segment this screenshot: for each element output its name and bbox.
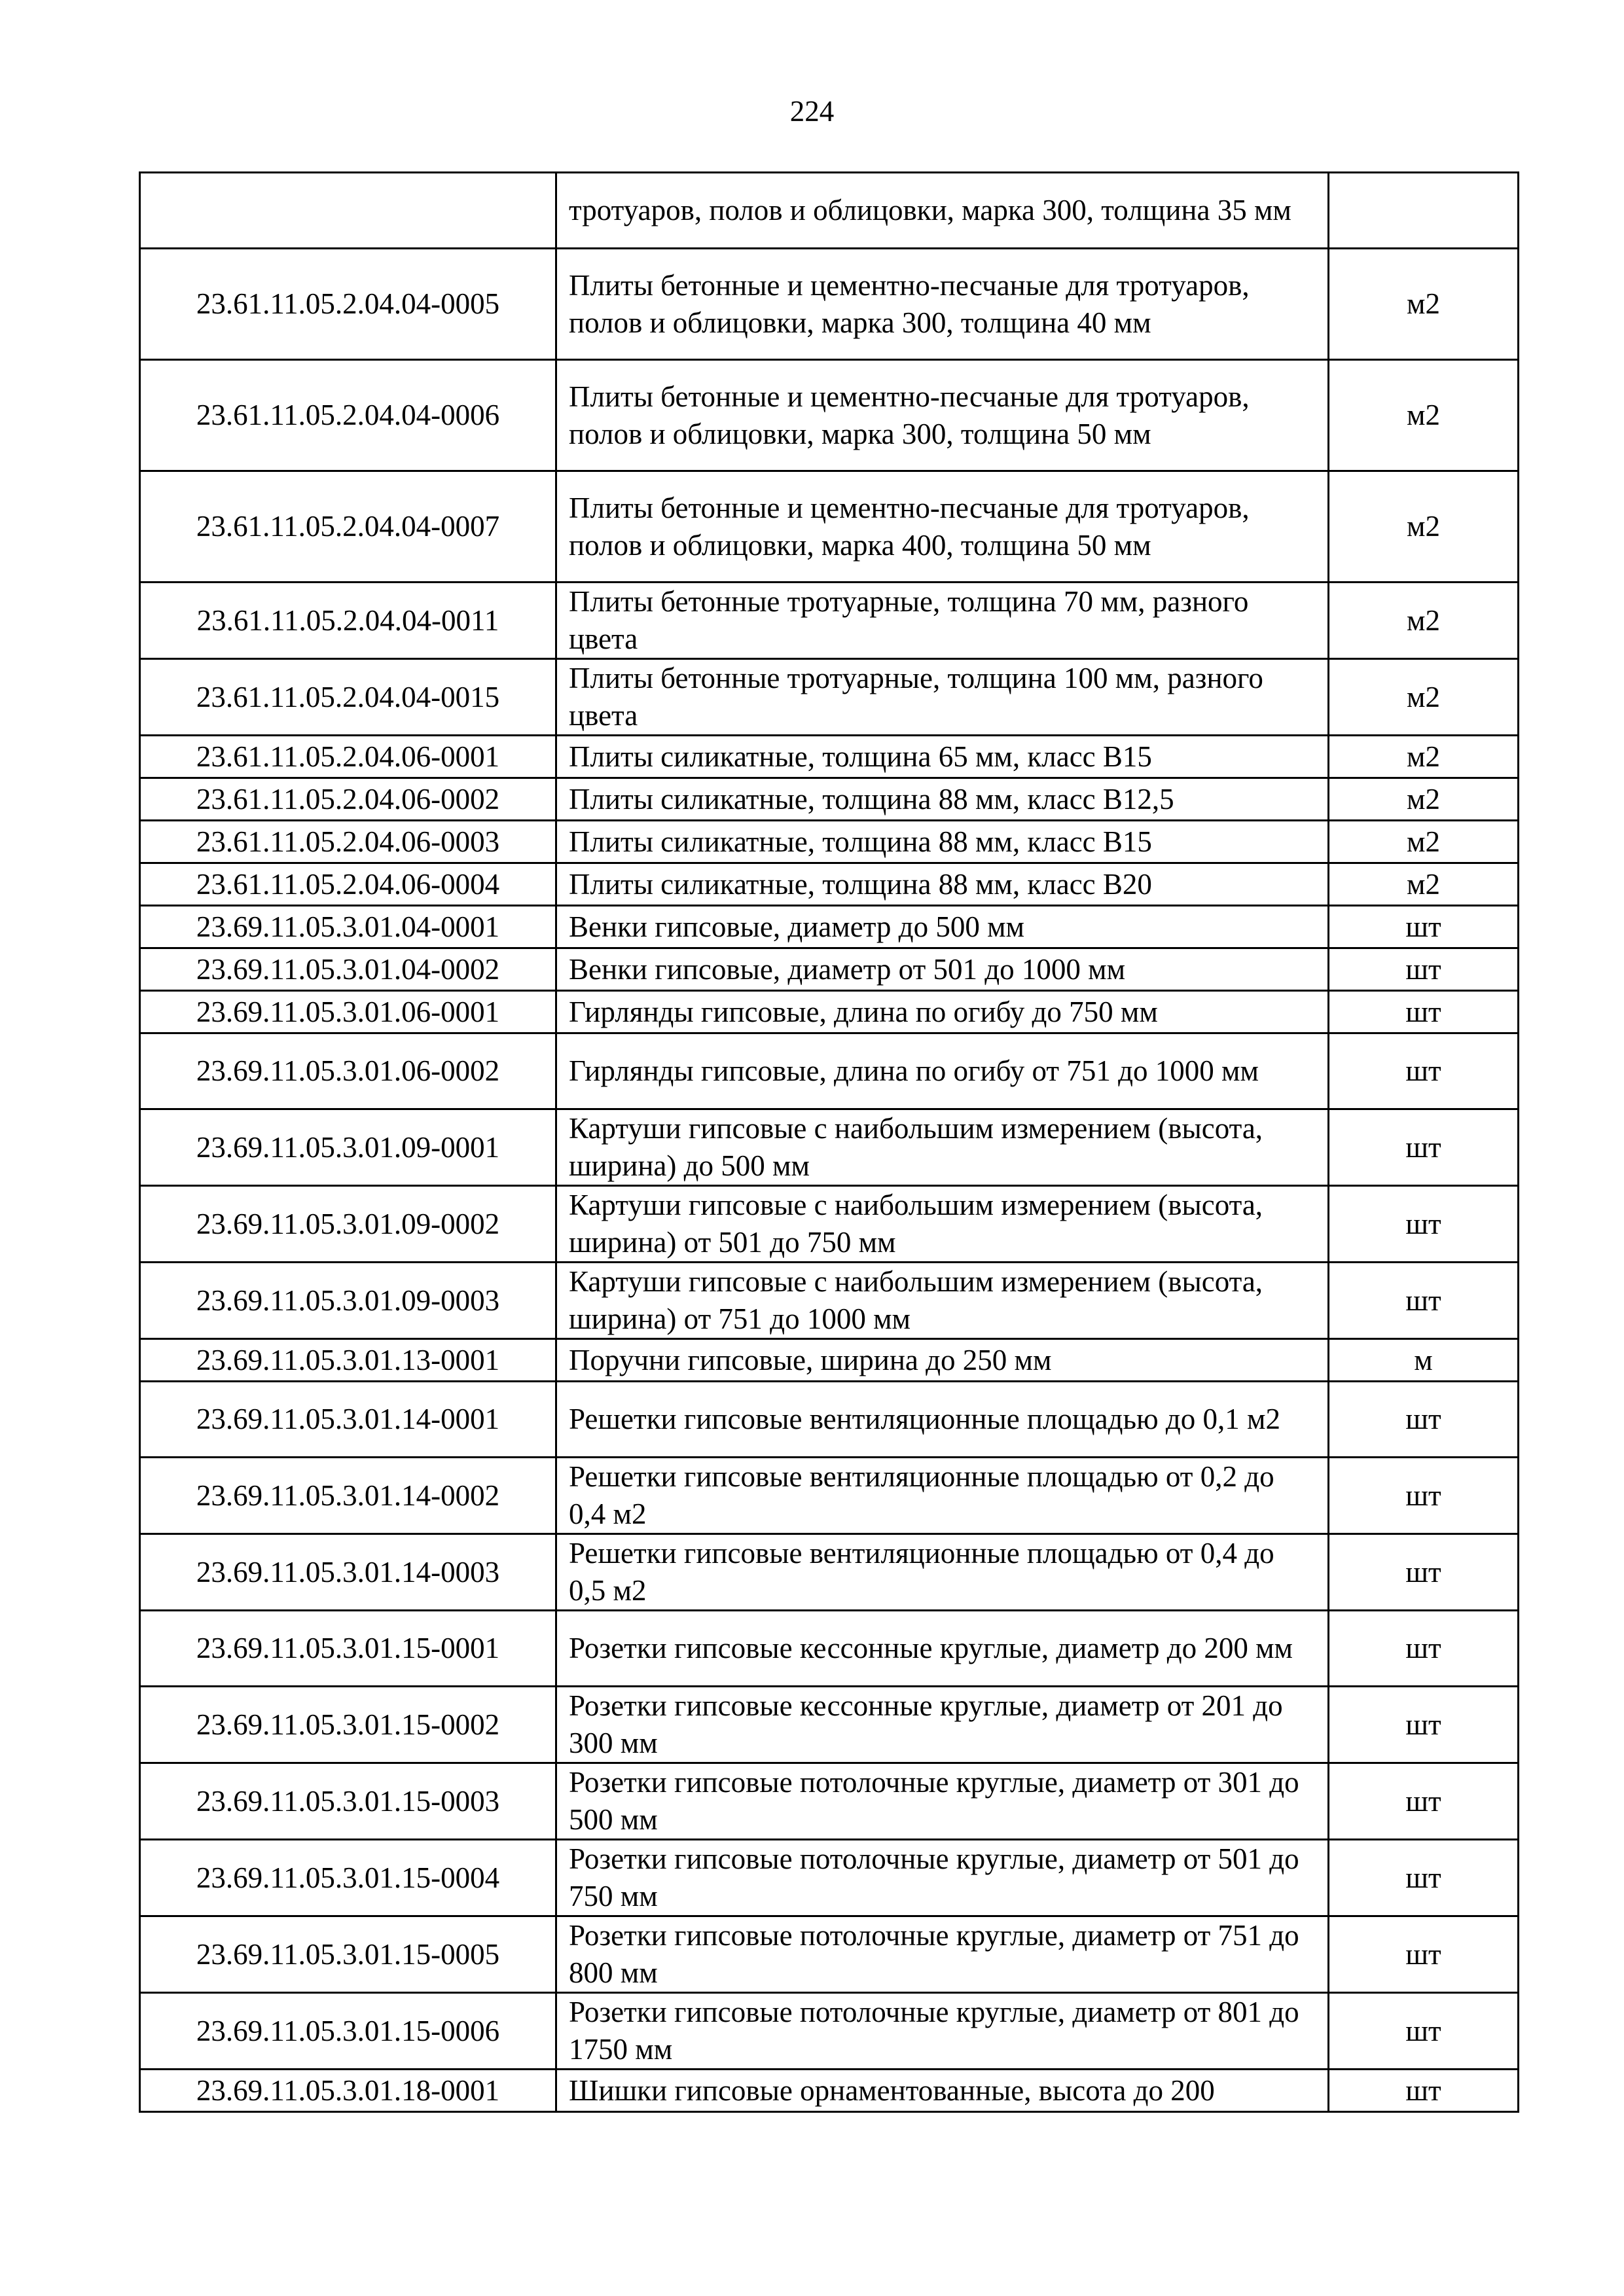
resource-code: 23.69.11.05.3.01.04-0002: [140, 948, 556, 991]
resource-code: 23.61.11.05.2.04.04-0005: [140, 249, 556, 360]
resource-code: [140, 173, 556, 249]
table-row: [140, 1687, 1519, 1763]
resource-code: 23.61.11.05.2.04.04-0015: [140, 659, 556, 736]
resource-name: Плиты бетонные тротуарные, толщина 100 мм, разного цвета: [556, 659, 1329, 736]
resource-name: Решетки гипсовые вентиляционные площадью от 0,4 до 0,5 м2: [556, 1534, 1329, 1611]
resource-name: Решетки гипсовые вентиляционные площадью от 0,2 до 0,4 м2: [556, 1458, 1329, 1534]
resource-name: Плиты силикатные, толщина 65 мм, класс В15: [556, 736, 1329, 778]
table-row: [140, 991, 1519, 1033]
table-row: [140, 249, 1519, 360]
table-row: [140, 1109, 1519, 1186]
table-row: [140, 471, 1519, 583]
resource-name: Гирлянды гипсовые, длина по огибу до 750 мм: [556, 991, 1329, 1033]
unit-of-measure: шт: [1329, 1109, 1519, 1186]
resource-code: 23.69.11.05.3.01.18-0001: [140, 2070, 556, 2112]
resource-name: Розетки гипсовые кессонные круглые, диаметр от 201 до 300 мм: [556, 1687, 1329, 1763]
table-row: [140, 1534, 1519, 1611]
resource-name: Венки гипсовые, диаметр от 501 до 1000 мм: [556, 948, 1329, 991]
table-row: [140, 583, 1519, 659]
resource-code: 23.69.11.05.3.01.15-0001: [140, 1611, 556, 1687]
resource-name: Розетки гипсовые потолочные круглые, диаметр от 501 до 750 мм: [556, 1840, 1329, 1916]
resource-code: 23.69.11.05.3.01.15-0004: [140, 1840, 556, 1916]
resource-name: Розетки гипсовые кессонные круглые, диаметр до 200 мм: [556, 1611, 1329, 1687]
resource-code: 23.69.11.05.3.01.14-0001: [140, 1382, 556, 1458]
resource-code: 23.69.11.05.3.01.15-0003: [140, 1763, 556, 1840]
unit-of-measure: шт: [1329, 1382, 1519, 1458]
resource-name: Венки гипсовые, диаметр до 500 мм: [556, 906, 1329, 948]
table-row: [140, 360, 1519, 471]
resource-code: 23.69.11.05.3.01.14-0002: [140, 1458, 556, 1534]
table-row: [140, 863, 1519, 906]
resource-code: 23.61.11.05.2.04.04-0007: [140, 471, 556, 583]
unit-of-measure: шт: [1329, 1916, 1519, 1993]
table-row: [140, 1840, 1519, 1916]
resource-name: Розетки гипсовые потолочные круглые, диаметр от 801 до 1750 мм: [556, 1993, 1329, 2070]
resource-name: тротуаров, полов и облицовки, марка 300, толщина 35 мм: [556, 173, 1329, 249]
unit-of-measure: шт: [1329, 1611, 1519, 1687]
resource-name: Решетки гипсовые вентиляционные площадью до 0,1 м2: [556, 1382, 1329, 1458]
table-row: [140, 821, 1519, 863]
unit-of-measure: м2: [1329, 471, 1519, 583]
table-row: [140, 173, 1519, 249]
resource-code: 23.69.11.05.3.01.09-0002: [140, 1186, 556, 1263]
resource-name: Плиты силикатные, толщина 88 мм, класс В15: [556, 821, 1329, 863]
unit-of-measure: шт: [1329, 906, 1519, 948]
resource-code: 23.69.11.05.3.01.15-0005: [140, 1916, 556, 1993]
resource-code: 23.61.11.05.2.04.06-0003: [140, 821, 556, 863]
resource-name: Плиты силикатные, толщина 88 мм, класс В12,5: [556, 778, 1329, 821]
table-row: [140, 1263, 1519, 1339]
resource-code: 23.61.11.05.2.04.04-0006: [140, 360, 556, 471]
table-row: [140, 736, 1519, 778]
unit-of-measure: м2: [1329, 659, 1519, 736]
resource-code: 23.69.11.05.3.01.13-0001: [140, 1339, 556, 1382]
resource-name: Плиты бетонные и цементно-песчаные для тротуаров, полов и облицовки, марка 400, толщина 50 мм: [556, 471, 1329, 583]
unit-of-measure: м: [1329, 1339, 1519, 1382]
unit-of-measure: м2: [1329, 821, 1519, 863]
unit-of-measure: м2: [1329, 360, 1519, 471]
unit-of-measure: шт: [1329, 1687, 1519, 1763]
resource-code: 23.69.11.05.3.01.06-0002: [140, 1033, 556, 1109]
unit-of-measure: шт: [1329, 1993, 1519, 2070]
table-row: [140, 906, 1519, 948]
table-row: [140, 1186, 1519, 1263]
table-row: [140, 948, 1519, 991]
unit-of-measure: м2: [1329, 583, 1519, 659]
table-row: [140, 1916, 1519, 1993]
table-row: [140, 1033, 1519, 1109]
table-row: [140, 659, 1519, 736]
unit-of-measure: шт: [1329, 1534, 1519, 1611]
unit-of-measure: м2: [1329, 249, 1519, 360]
resource-name: Плиты бетонные и цементно-песчаные для тротуаров, полов и облицовки, марка 300, толщина 40 мм: [556, 249, 1329, 360]
resource-code: 23.69.11.05.3.01.09-0001: [140, 1109, 556, 1186]
unit-of-measure: шт: [1329, 1840, 1519, 1916]
table-body: [140, 173, 1519, 2112]
table-row: [140, 1993, 1519, 2070]
unit-of-measure: шт: [1329, 1458, 1519, 1534]
resource-name: Картуши гипсовые с наибольшим измерением (высота, ширина) от 501 до 750 мм: [556, 1186, 1329, 1263]
resource-code: 23.69.11.05.3.01.06-0001: [140, 991, 556, 1033]
resource-code: 23.61.11.05.2.04.06-0001: [140, 736, 556, 778]
resource-name: Розетки гипсовые потолочные круглые, диаметр от 751 до 800 мм: [556, 1916, 1329, 1993]
unit-of-measure: шт: [1329, 991, 1519, 1033]
page-number: 224: [789, 95, 835, 128]
unit-of-measure: шт: [1329, 2070, 1519, 2112]
resource-name: Плиты бетонные тротуарные, толщина 70 мм, разного цвета: [556, 583, 1329, 659]
table-row: [140, 778, 1519, 821]
unit-of-measure: шт: [1329, 948, 1519, 991]
table-row: [140, 1611, 1519, 1687]
unit-of-measure: шт: [1329, 1033, 1519, 1109]
table-row: [140, 2070, 1519, 2112]
unit-of-measure: шт: [1329, 1763, 1519, 1840]
resource-code: 23.61.11.05.2.04.06-0002: [140, 778, 556, 821]
unit-of-measure: м2: [1329, 863, 1519, 906]
resource-name: Розетки гипсовые потолочные круглые, диаметр от 301 до 500 мм: [556, 1763, 1329, 1840]
resource-name: Плиты силикатные, толщина 88 мм, класс В20: [556, 863, 1329, 906]
unit-of-measure: шт: [1329, 1263, 1519, 1339]
resource-code: 23.69.11.05.3.01.04-0001: [140, 906, 556, 948]
resource-name: Плиты бетонные и цементно-песчаные для тротуаров, полов и облицовки, марка 300, толщина 50 мм: [556, 360, 1329, 471]
resource-name: Картуши гипсовые с наибольшим измерением (высота, ширина) от 751 до 1000 мм: [556, 1263, 1329, 1339]
resource-name: Картуши гипсовые с наибольшим измерением (высота, ширина) до 500 мм: [556, 1109, 1329, 1186]
resource-name: Шишки гипсовые орнаментованные, высота до 200: [556, 2070, 1329, 2112]
resource-code: 23.61.11.05.2.04.06-0004: [140, 863, 556, 906]
table-row: [140, 1339, 1519, 1382]
resource-code: 23.69.11.05.3.01.15-0002: [140, 1687, 556, 1763]
unit-of-measure: м2: [1329, 778, 1519, 821]
resource-code: 23.69.11.05.3.01.14-0003: [140, 1534, 556, 1611]
table-row: [140, 1458, 1519, 1534]
resource-code: 23.69.11.05.3.01.15-0006: [140, 1993, 556, 2070]
unit-of-measure: шт: [1329, 1186, 1519, 1263]
table-row: [140, 1382, 1519, 1458]
table-row: [140, 1763, 1519, 1840]
unit-of-measure: [1329, 173, 1519, 249]
unit-of-measure: м2: [1329, 736, 1519, 778]
resource-code: 23.69.11.05.3.01.09-0003: [140, 1263, 556, 1339]
resource-name: Поручни гипсовые, ширина до 250 мм: [556, 1339, 1329, 1382]
price-list-table: [139, 171, 1519, 2113]
resource-code: 23.61.11.05.2.04.04-0011: [140, 583, 556, 659]
resource-name: Гирлянды гипсовые, длина по огибу от 751 до 1000 мм: [556, 1033, 1329, 1109]
